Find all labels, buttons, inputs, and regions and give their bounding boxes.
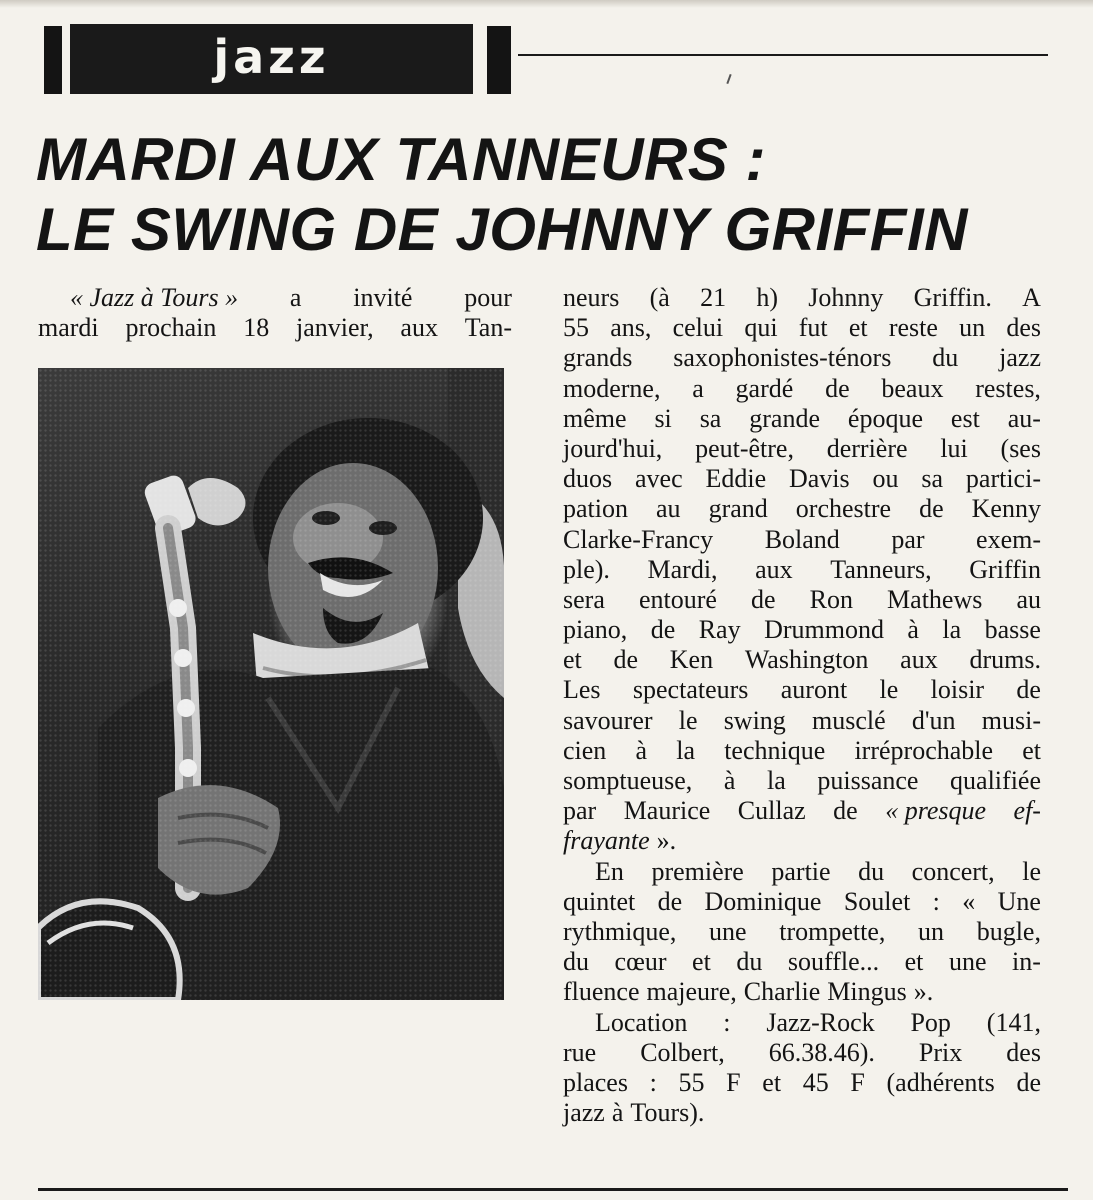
word: : — [932, 886, 940, 916]
word: 45 — [802, 1067, 829, 1097]
word: de — [1016, 675, 1041, 705]
text-line — [563, 615, 1041, 645]
word: à — [611, 1098, 624, 1128]
word: des — [1006, 313, 1041, 343]
word: Mardi, — [647, 554, 718, 584]
word: aux — [755, 554, 793, 584]
word: et — [762, 1067, 782, 1097]
text-line — [563, 374, 1041, 404]
text-line — [563, 766, 1041, 796]
text-line — [563, 947, 1041, 977]
word: grand — [708, 494, 768, 524]
word: Ken — [669, 645, 714, 675]
word: celui — [672, 313, 724, 343]
word: au — [1016, 584, 1041, 614]
word: Boland — [764, 524, 840, 554]
word: 55 — [678, 1067, 705, 1097]
word: janvier, — [295, 313, 374, 343]
word: rythmique, — [563, 916, 677, 946]
headline-line-1: MARDI AUX TANNEURS : — [36, 126, 766, 193]
word: neurs — [563, 283, 620, 312]
word: frayante — [563, 826, 650, 856]
word: 18 — [243, 313, 270, 343]
word: a — [289, 283, 302, 312]
text-line — [38, 283, 512, 313]
word: de — [750, 584, 776, 614]
word: le — [1022, 856, 1041, 886]
word: drums. — [969, 645, 1041, 675]
word: Tours). — [630, 1098, 705, 1128]
text-line — [563, 1068, 1041, 1098]
word: Mathews — [887, 584, 983, 614]
word: moderne, — [563, 373, 661, 403]
word: exem- — [976, 524, 1041, 554]
word: un — [918, 916, 945, 946]
word: (à — [649, 283, 670, 312]
word: Location — [595, 1007, 688, 1037]
word: Cullaz — [737, 796, 806, 826]
word: des — [1006, 1037, 1041, 1067]
article-right-column — [563, 283, 1041, 1128]
word: entouré — [638, 584, 717, 614]
text-line — [563, 434, 1041, 464]
word: Clarke-Francy — [563, 524, 714, 554]
section-bar-right — [487, 26, 511, 94]
text-line — [563, 585, 1041, 615]
word: à — [723, 766, 736, 795]
word: A — [1022, 283, 1041, 312]
word: fluence — [563, 977, 640, 1007]
word: Davis — [788, 464, 850, 494]
word: de — [613, 645, 639, 675]
word: Les — [563, 675, 601, 705]
word: En — [595, 856, 624, 886]
word: trompette, — [779, 916, 886, 946]
word: ple). — [563, 554, 610, 584]
word: Soulet — [843, 886, 911, 916]
word: aux — [900, 645, 938, 675]
word: sa — [699, 403, 722, 433]
headline — [36, 125, 1066, 265]
word: jazz — [999, 343, 1041, 373]
word: rue — [563, 1037, 597, 1067]
word: 66.38.46). — [768, 1037, 875, 1067]
word: de — [919, 494, 944, 524]
text-line — [563, 1038, 1041, 1068]
word: Dominique — [704, 886, 822, 916]
word: Griffin — [969, 554, 1041, 584]
word: loisir — [930, 675, 985, 705]
word: par — [563, 796, 597, 826]
word: ou — [872, 464, 899, 494]
word: savourer — [563, 705, 653, 735]
word: le — [879, 675, 899, 705]
word: de — [1016, 1067, 1041, 1097]
word: bugle, — [976, 916, 1041, 946]
word: Griffin. — [913, 283, 992, 312]
word: et — [848, 313, 868, 343]
word: cœur — [614, 947, 667, 977]
word: 21 — [700, 283, 727, 312]
word: F — [726, 1067, 741, 1097]
word: Mingus — [827, 977, 907, 1007]
word: si — [654, 403, 672, 433]
text-line — [563, 645, 1041, 675]
word: de — [650, 615, 676, 645]
word: Pop — [910, 1007, 951, 1037]
word: le — [678, 705, 698, 735]
text-line — [563, 283, 1041, 313]
word: quintet — [563, 886, 636, 916]
word: (ses — [1000, 433, 1041, 463]
word: de — [825, 373, 850, 403]
word: concert, — [911, 856, 995, 886]
word: Prix — [918, 1037, 963, 1067]
word: la — [942, 615, 962, 645]
word: de — [833, 796, 858, 826]
word: piano, — [563, 615, 628, 645]
word: peut-être, — [695, 433, 794, 463]
text-line — [563, 555, 1041, 585]
word: au- — [1007, 403, 1041, 433]
word: saxophonistes-ténors — [673, 343, 892, 373]
word: ». — [913, 977, 934, 1007]
word: qualifiée — [950, 766, 1041, 795]
word: grande — [749, 403, 821, 433]
word: Tanneurs, — [830, 554, 932, 584]
word: derrière — [826, 433, 908, 463]
print-mark — [726, 74, 731, 84]
word: la — [676, 735, 695, 765]
section-banner — [70, 24, 473, 94]
word: basse — [984, 615, 1041, 645]
word: à — [635, 735, 648, 765]
text-line — [563, 917, 1041, 947]
word: Johnny — [808, 283, 884, 312]
word: somptueuse, — [563, 766, 693, 795]
word: Washington — [744, 645, 869, 675]
word: et — [563, 645, 582, 675]
word: aux — [400, 313, 438, 343]
word: 55 — [563, 313, 589, 343]
word: pour — [464, 283, 512, 312]
word: jourd'hui, — [563, 433, 663, 463]
text-line — [563, 977, 1041, 1007]
page-top-edge — [0, 0, 1093, 8]
text-line — [563, 525, 1041, 555]
word: technique — [724, 735, 826, 765]
word: sera — [563, 584, 605, 614]
word: musclé — [812, 705, 886, 735]
text-line — [563, 1098, 1041, 1128]
word: une — [709, 916, 747, 946]
word: : — [649, 1067, 657, 1097]
word: au — [656, 494, 681, 524]
word: restes, — [975, 373, 1041, 403]
word: ». — [656, 826, 677, 856]
word: partici- — [965, 464, 1041, 494]
text-line — [563, 887, 1041, 917]
word: même — [563, 403, 627, 433]
headline-line-2: LE SWING DE JOHNNY GRIFFIN — [36, 196, 968, 263]
text-line — [563, 313, 1041, 343]
word: à — [907, 615, 919, 645]
word: par — [891, 524, 925, 554]
word: Maurice — [623, 796, 711, 826]
word: irréprochable — [854, 735, 994, 765]
word: Colbert, — [640, 1037, 725, 1067]
text-line — [563, 706, 1041, 736]
word: beaux — [881, 373, 944, 403]
text-line — [563, 464, 1041, 494]
word: grands — [563, 343, 633, 373]
word: Drummond — [764, 615, 884, 645]
word: sa — [921, 464, 944, 494]
word: lui — [940, 433, 968, 463]
text-line — [563, 494, 1041, 524]
word: Charlie — [743, 977, 821, 1007]
word: Kenny — [971, 494, 1041, 524]
word: « Jazz à Tours » — [70, 283, 239, 312]
word: qui — [744, 313, 778, 343]
word: duos — [563, 464, 613, 494]
word: a — [692, 373, 704, 403]
word: est — [950, 403, 980, 433]
word: première — [651, 856, 744, 886]
word: avec — [634, 464, 683, 494]
article-left-column — [38, 283, 512, 343]
word: swing — [723, 705, 786, 735]
word: Une — [997, 886, 1041, 916]
text-line — [563, 343, 1041, 373]
word: invité — [353, 283, 413, 312]
photo-illustration — [38, 368, 504, 1000]
word: F — [850, 1067, 865, 1097]
word: et — [692, 947, 711, 977]
bottom-rule — [38, 1188, 1068, 1191]
word: époque — [847, 403, 924, 433]
word: mardi — [38, 313, 99, 343]
word: ef- — [1013, 796, 1041, 826]
section-bar-left — [44, 26, 62, 94]
word: du — [858, 856, 885, 886]
word: places — [563, 1067, 628, 1097]
word: « presque — [885, 796, 987, 826]
word: prochain — [125, 313, 217, 343]
word: musi- — [981, 705, 1041, 735]
word: auront — [780, 675, 848, 705]
word: : — [723, 1007, 731, 1037]
word: « — [962, 886, 976, 916]
word: orchestre — [795, 494, 892, 524]
word: fut — [798, 313, 828, 343]
word: Eddie — [705, 464, 767, 494]
word: et — [1022, 735, 1041, 765]
word: gardé — [735, 373, 794, 403]
text-line — [563, 736, 1041, 766]
word: d'un — [911, 705, 956, 735]
word: souffle... — [787, 947, 880, 977]
word: majeure, — [646, 977, 737, 1007]
word: ans, — [610, 313, 652, 343]
section-label: jazz — [213, 30, 330, 84]
word: de — [657, 886, 683, 916]
text-line — [563, 857, 1041, 887]
text-line — [38, 313, 512, 343]
text-line — [563, 1008, 1041, 1038]
word: reste — [888, 313, 938, 343]
word: spectateurs — [632, 675, 749, 705]
word: pation — [563, 494, 628, 524]
word: (adhérents — [886, 1067, 995, 1097]
word: Ron — [809, 584, 853, 614]
word: du — [932, 343, 959, 373]
word: un — [959, 313, 986, 343]
text-line — [563, 826, 1041, 856]
word: Ray — [698, 615, 741, 645]
text-line — [563, 675, 1041, 705]
word: Tan- — [464, 313, 512, 343]
word: (141, — [986, 1007, 1041, 1037]
text-line — [563, 796, 1041, 826]
word: et — [904, 947, 924, 977]
word: puissance — [817, 766, 919, 795]
word: h) — [756, 283, 778, 312]
saxophonist-photo — [38, 368, 504, 1000]
word: partie — [771, 856, 831, 886]
word: une — [948, 947, 987, 977]
word: la — [767, 766, 786, 795]
word: jazz — [563, 1098, 605, 1128]
word: cien — [563, 735, 607, 765]
word: du — [736, 947, 763, 977]
word: Jazz-Rock — [766, 1007, 875, 1037]
text-line — [563, 404, 1041, 434]
section-rule — [518, 54, 1048, 56]
word: du — [563, 947, 589, 977]
word: in- — [1012, 947, 1041, 977]
